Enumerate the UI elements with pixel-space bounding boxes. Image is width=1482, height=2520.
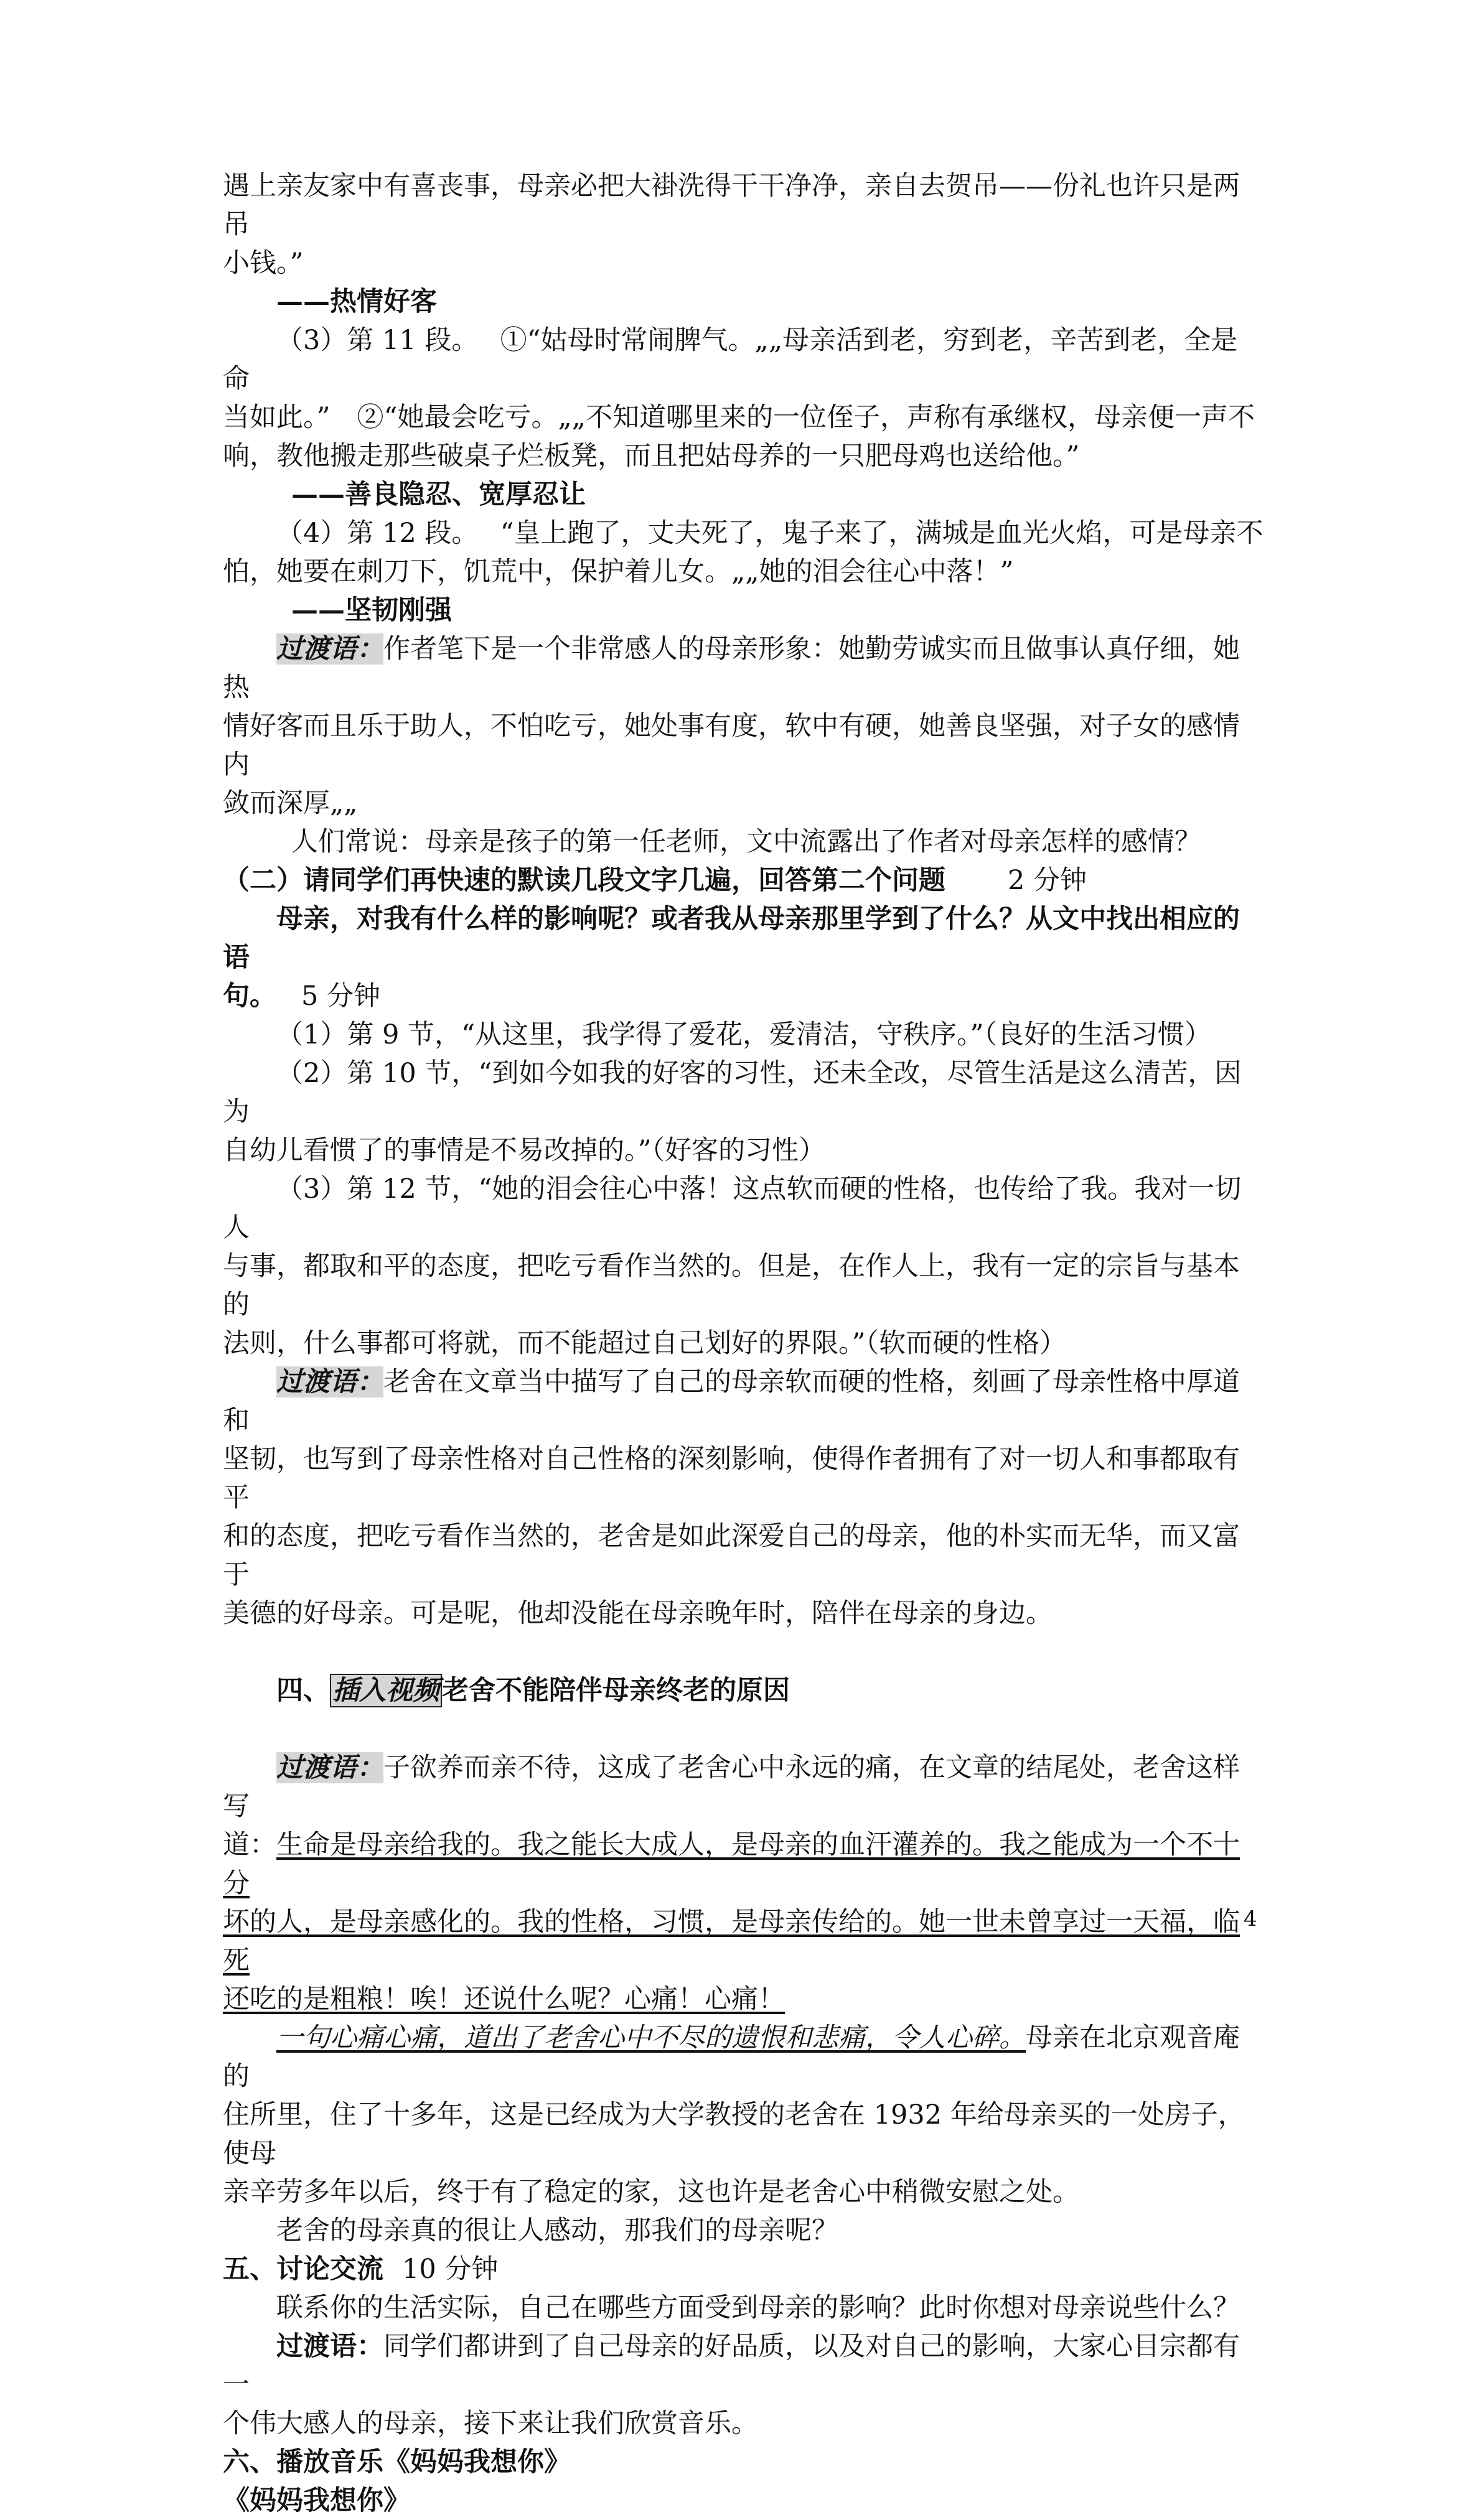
transition-paragraph bbox=[223, 630, 1264, 707]
section-title: （二）请同学们再快速的默读几段文字几遍，回答第二个问题 bbox=[223, 865, 945, 896]
paragraph-text: 道： bbox=[223, 1829, 276, 1860]
section-heading bbox=[223, 2250, 1264, 2289]
paragraph: 人们常说：母亲是孩子的第一任老师，文中流露出了作者对母亲怎样的感情？ bbox=[291, 826, 1201, 857]
paragraph: 响，教他搬走那些破桌子烂板凳，而且把姑母养的一只肥母鸡也送给他。” bbox=[223, 441, 1080, 472]
transition-label: 过渡语： bbox=[276, 2331, 383, 2362]
spacer bbox=[223, 1633, 1264, 1671]
section-title: 五、讨论交流 bbox=[223, 2254, 383, 2285]
quote-underlined: 坏的人，是母亲感化的。我的性格，习惯，是母亲传给的。她一世未曾享过一天福，临死 bbox=[223, 1906, 1240, 1976]
answer: （2）第 10 节，“到如今如我的好客的习性，还未全改，尽管生活是这么清苦，因为 bbox=[223, 1058, 1242, 1127]
lesson-plan-body bbox=[223, 167, 1264, 2520]
time-label: 5 分钟 bbox=[301, 981, 381, 1012]
paragraph-text: 作者笔下是一个非常感人的母亲形象：她勤劳诚实而且做事认真仔细，她热 bbox=[223, 633, 1240, 703]
paragraph: 联系你的生活实际，自己在哪些方面受到母亲的影响？此时你想对母亲说些什么？ bbox=[276, 2292, 1240, 2323]
section-prefix: 四、 bbox=[276, 1675, 330, 1706]
answer: （3）第 12 节，“她的泪会往心中落！这点软而硬的性格，也传给了我。我对一切人 bbox=[223, 1174, 1242, 1243]
paragraph: 住所里，住了十多年，这是已经成为大学教授的老舍在 1932 年给母亲买的一处房子，使母 bbox=[223, 2099, 1245, 2169]
question: 母亲，对我有什么样的影响呢？或者我从母亲那里学到了什么？从文中找出相应的语 bbox=[223, 903, 1240, 973]
paragraph: 和的态度，把吃亏看作当然的，老舍是如此深爱自己的母亲，他的朴实而无华，而又富于 bbox=[223, 1521, 1240, 1590]
paragraph: （3）第 11 段。 ①“姑母时常闹脾气。„„母亲活到老，穷到老，辛苦到老，全是命 bbox=[223, 325, 1238, 394]
trait-heading: ——善良隐忍、宽厚忍让 bbox=[291, 479, 586, 510]
paragraph: 个伟大感人的母亲，接下来让我们欣赏音乐。 bbox=[223, 2408, 758, 2439]
transition-paragraph bbox=[223, 1363, 1264, 1440]
time-label: 10 分钟 bbox=[402, 2254, 499, 2285]
paragraph: 敛而深厚„„ bbox=[223, 788, 358, 819]
section-heading bbox=[223, 1671, 1264, 1710]
insert-video-box: 插入视频 bbox=[330, 1674, 442, 1707]
answer: 法则，什么事都可将就，而不能超过自己划好的界限。”（软而硬的性格） bbox=[223, 1328, 1066, 1359]
page-number: 4 bbox=[1244, 1906, 1257, 1931]
paragraph: 怕，她要在刺刀下，饥荒中，保护着儿女。„„她的泪会往心中落！” bbox=[223, 556, 1014, 587]
paragraph bbox=[223, 1980, 1264, 2018]
emphasis-underlined: 一句心痛心痛，道出了老舍心中不尽的遗恨和悲痛，令人心碎。 bbox=[276, 2022, 1026, 2053]
section-title: 老舍不能陪伴母亲终老的原因 bbox=[442, 1675, 790, 1706]
paragraph bbox=[223, 1826, 1264, 1903]
paragraph-text: 子欲养而亲不待，这成了老舍心中永远的痛，在文章的结尾处，老舍这样写 bbox=[223, 1752, 1240, 1822]
question bbox=[223, 977, 1264, 1015]
paragraph: 坚韧，也写到了母亲性格对自己性格的深刻影响，使得作者拥有了对一切人和事都取有平 bbox=[223, 1444, 1240, 1513]
paragraph: 当如此。” ②“她最会吃亏。„„不知道哪里来的一位侄子，声称有承继权，母亲便一声不 bbox=[223, 402, 1255, 433]
paragraph-text: 同学们都讲到了自己母亲的好品质，以及对自己的影响，大家心目宗都有一 bbox=[223, 2331, 1240, 2401]
transition-paragraph bbox=[223, 2327, 1264, 2404]
transition-label: 过渡语： bbox=[276, 1366, 383, 1398]
paragraph: 亲辛劳多年以后，终于有了稳定的家，这也许是老舍心中稍微安慰之处。 bbox=[223, 2177, 1079, 2208]
spacer bbox=[223, 1710, 1264, 1748]
quote-underlined: 生命是母亲给我的。我之能长大成人，是母亲的血汗灌养的。我之能成为一个不十分 bbox=[223, 1829, 1240, 1899]
section-heading: 六、播放音乐《妈妈我想你》 bbox=[223, 2447, 571, 2478]
paragraph: 遇上亲友家中有喜丧事，母亲必把大褂洗得干干净净，亲自去贺吊——份礼也许只是两吊 bbox=[223, 170, 1240, 240]
answer: 与事，都取和平的态度，把吃亏看作当然的。但是，在作人上，我有一定的宗旨与基本的 bbox=[223, 1251, 1240, 1320]
transition-label: 过渡语： bbox=[276, 1752, 383, 1783]
quote-underlined: 还吃的是粗粮！唉！还说什么呢？心痛！心痛！ bbox=[223, 1984, 785, 2015]
paragraph: （4）第 12 段。 “皇上跑了，丈夫死了，鬼子来了，满城是血光火焰，可是母亲不 bbox=[276, 518, 1264, 549]
trait-heading: ——热情好客 bbox=[276, 286, 437, 317]
time-label: 2 分钟 bbox=[1008, 865, 1087, 896]
question-text: 句。 bbox=[223, 981, 276, 1012]
paragraph-text: 老舍在文章当中描写了自己的母亲软而硬的性格，刻画了母亲性格中厚道和 bbox=[223, 1366, 1240, 1436]
paragraph bbox=[223, 2018, 1264, 2096]
paragraph: 美德的好母亲。可是呢，他却没能在母亲晚年时，陪伴在母亲的身边。 bbox=[223, 1598, 1053, 1629]
answer: 自幼儿看惯了的事情是不易改掉的。”（好客的习性） bbox=[223, 1135, 825, 1166]
transition-paragraph bbox=[223, 1748, 1264, 1826]
transition-label: 过渡语： bbox=[276, 633, 383, 665]
answer: （1）第 9 节，“从这里，我学得了爱花，爱清洁，守秩序。”（良好的生活习惯） bbox=[276, 1019, 1212, 1050]
paragraph-text: 母亲在北京观音庵的 bbox=[223, 2022, 1240, 2092]
section-heading bbox=[223, 861, 1264, 900]
paragraph: 小钱。” bbox=[223, 248, 304, 279]
paragraph: 情好客而且乐于助人，不怕吃亏，她处事有度，软中有硬，她善良坚强，对子女的感情内 bbox=[223, 711, 1240, 780]
trait-heading: ——坚韧刚强 bbox=[291, 595, 452, 626]
paragraph: 老舍的母亲真的很让人感动，那我们的母亲呢？ bbox=[276, 2215, 838, 2246]
song-title: 《妈妈我想你》 bbox=[223, 2485, 410, 2516]
